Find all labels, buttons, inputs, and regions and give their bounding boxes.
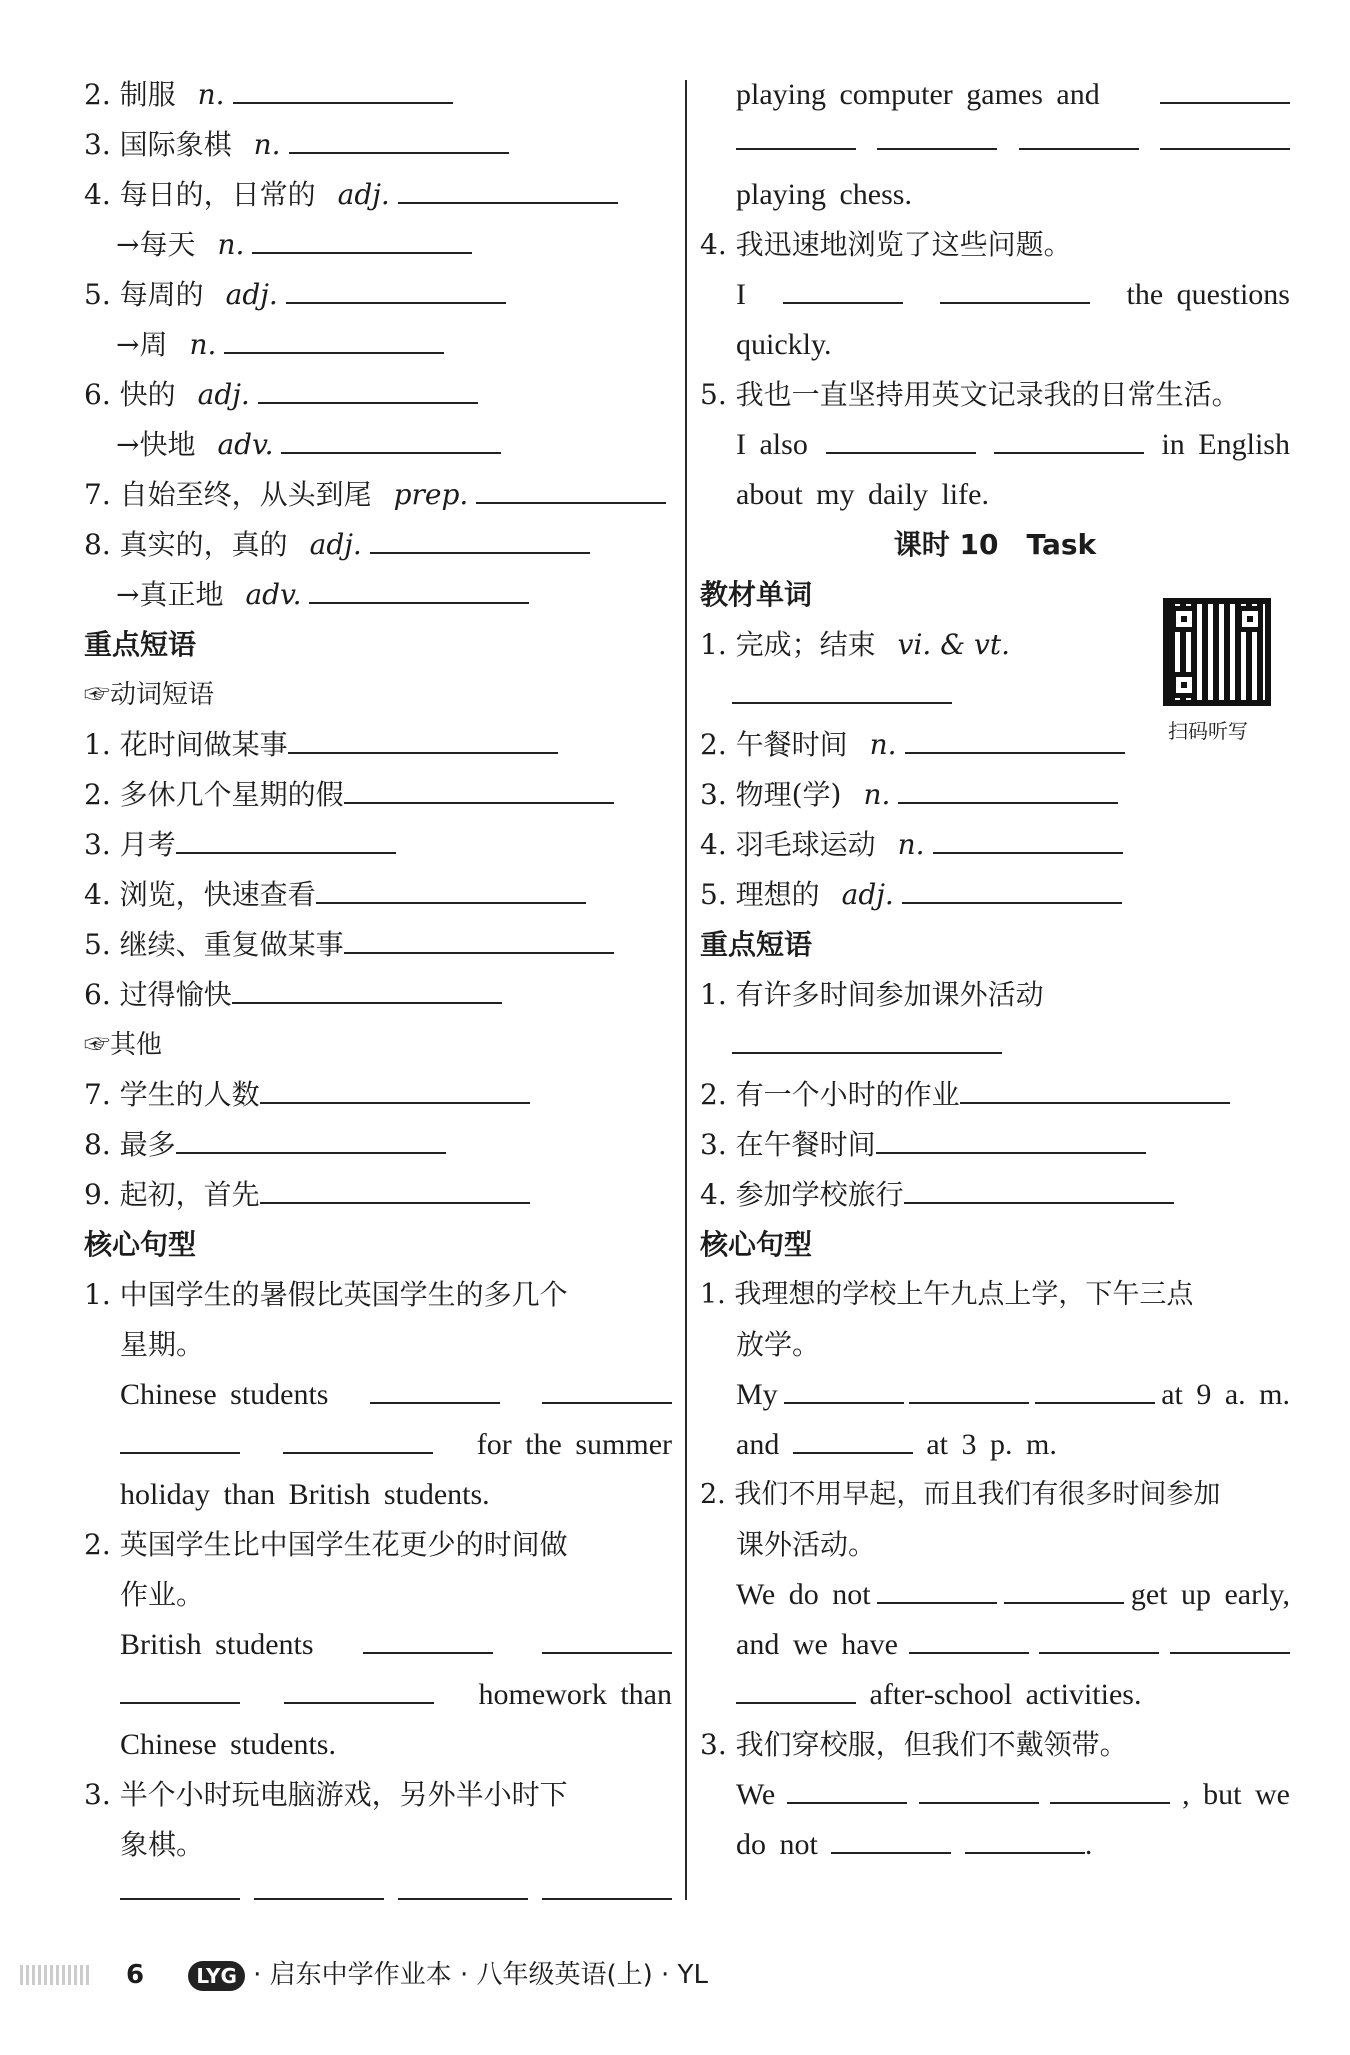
lesson-title: 课时 10 Task xyxy=(893,528,1097,561)
answer-blank[interactable] xyxy=(994,424,1144,454)
sentence-text: do not xyxy=(736,1828,818,1861)
answer-blank[interactable] xyxy=(542,1624,672,1654)
answer-blank[interactable] xyxy=(224,324,444,354)
vocab-label: 3. 物理(学) xyxy=(700,778,842,811)
vocab-label: →快地 xyxy=(116,428,196,461)
answer-blank[interactable] xyxy=(1019,120,1139,150)
sentence-prompt: 1. 我理想的学校上午九点上学，下午三点 xyxy=(700,1279,1194,1310)
answer-blank[interactable] xyxy=(286,274,506,304)
answer-blank[interactable] xyxy=(476,474,666,504)
phrase-label: 7. 学生的人数 xyxy=(84,1078,260,1111)
section-heading: 重点短语 xyxy=(84,628,197,661)
phrase-label: 5. 继续、重复做某事 xyxy=(84,928,344,961)
sentence-prompt: 1. 中国学生的暑假比英国学生的多几个 xyxy=(84,1278,568,1311)
answer-blank[interactable] xyxy=(542,1870,672,1900)
answer-blank[interactable] xyxy=(877,1574,997,1604)
pos-tag: prep. xyxy=(393,478,469,511)
phrase-label: 4. 浏览，快速查看 xyxy=(84,878,316,911)
answer-blank[interactable] xyxy=(826,424,976,454)
answer-blank[interactable] xyxy=(898,774,1118,804)
answer-blank[interactable] xyxy=(736,120,856,150)
vocab-label: 5. 每周的 xyxy=(84,278,204,311)
sentence-answer-line xyxy=(84,1620,672,1670)
vocab-item xyxy=(84,220,672,270)
vocab-label: 2. 午餐时间 xyxy=(700,728,848,761)
page-number: 6 xyxy=(126,1960,145,1990)
phrase-label: 3. 在午餐时间 xyxy=(700,1128,876,1161)
vocab-item xyxy=(84,120,672,170)
sentence-answer-line xyxy=(700,1420,1290,1470)
vocab-item xyxy=(84,270,672,320)
answer-blank[interactable] xyxy=(176,1124,446,1154)
phrase-item xyxy=(84,820,672,870)
answer-blank[interactable] xyxy=(363,1624,493,1654)
answer-blank[interactable] xyxy=(1160,74,1290,104)
phrase-item xyxy=(700,1120,1290,1170)
answer-blank[interactable] xyxy=(233,74,453,104)
vocab-item xyxy=(700,820,1290,870)
vocab-label: 6. 快的 xyxy=(84,378,176,411)
section-heading: 核心句型 xyxy=(700,1228,813,1261)
answer-blank[interactable] xyxy=(344,924,614,954)
sentence-answer-line: quickly. xyxy=(736,328,832,361)
sentence-prompt: 4. 我迅速地浏览了这些问题。 xyxy=(700,228,1072,261)
sentence-answer-line xyxy=(84,1670,672,1720)
sentence-text: and xyxy=(736,1428,780,1461)
sentence-text: We xyxy=(736,1778,776,1811)
vocab-item xyxy=(700,870,1290,920)
sentence-prompt: 2. 英国学生比中国学生花更少的时间做 xyxy=(84,1528,568,1561)
answer-blank[interactable] xyxy=(783,274,903,304)
vocab-label: →周 xyxy=(116,328,168,361)
sentence-text: , but we xyxy=(1182,1778,1290,1811)
sentence-text: We do not xyxy=(736,1578,871,1611)
qr-finder xyxy=(1237,606,1263,632)
phrase-item xyxy=(84,770,672,820)
sentence-text: after-school activities. xyxy=(869,1678,1142,1711)
vocab-item xyxy=(84,370,672,420)
answer-blank[interactable] xyxy=(1039,1624,1159,1654)
qr-caption: 扫码听写 xyxy=(1168,719,1248,743)
answer-blank[interactable] xyxy=(831,1824,951,1854)
answer-blank[interactable] xyxy=(370,524,590,554)
answer-blank[interactable] xyxy=(260,1174,530,1204)
answer-blank[interactable] xyxy=(370,1374,500,1404)
answer-blank[interactable] xyxy=(793,1424,913,1454)
sentence-text: . xyxy=(1084,1828,1093,1861)
vocab-label: 1. 完成；结束 xyxy=(700,628,876,661)
pos-tag: adv. xyxy=(217,428,274,461)
vocab-item xyxy=(84,520,672,570)
phrase-item xyxy=(84,720,672,770)
sentence-text: playing computer games and xyxy=(736,78,1100,111)
phrase-item xyxy=(700,1170,1290,1220)
pos-tag: adj. xyxy=(337,178,390,211)
vocab-item xyxy=(84,420,672,470)
vocab-label: 7. 自始至终，从头到尾 xyxy=(84,478,372,511)
answer-blank[interactable] xyxy=(1050,1774,1170,1804)
phrase-item xyxy=(84,1170,672,1220)
answer-blank[interactable] xyxy=(736,1674,856,1704)
sentence-prompt: 3. 我们穿校服，但我们不戴领带。 xyxy=(700,1728,1128,1761)
qr-finder xyxy=(1171,606,1197,632)
sentence-answer-line xyxy=(700,1670,1290,1720)
pos-tag: n. xyxy=(217,228,245,261)
answer-blank[interactable] xyxy=(309,574,529,604)
sentence-answer-line xyxy=(700,1820,1290,1870)
answer-blank[interactable] xyxy=(904,1174,1174,1204)
vocab-label: →真正地 xyxy=(116,578,224,611)
pos-tag: adj. xyxy=(841,878,894,911)
sentence-text: the questions xyxy=(1126,278,1290,311)
sentence-prompt: 5. 我也一直坚持用英文记录我的日常生活。 xyxy=(700,378,1240,411)
sentence-text: British students xyxy=(120,1628,314,1661)
sentence-prompt: 2. 我们不用早起，而且我们有很多时间参加 xyxy=(700,1479,1221,1510)
answer-blank[interactable] xyxy=(288,724,558,754)
sentence-text: homework than xyxy=(478,1678,672,1711)
answer-blank[interactable] xyxy=(542,1374,672,1404)
answer-blank[interactable] xyxy=(289,124,509,154)
vocab-label: 5. 理想的 xyxy=(700,878,820,911)
phrase-item xyxy=(84,870,672,920)
answer-blank[interactable] xyxy=(260,1074,530,1104)
answer-blank[interactable] xyxy=(120,1424,240,1454)
sentence-text: get up early, xyxy=(1130,1578,1290,1611)
phrase-item xyxy=(84,970,672,1020)
vocab-item xyxy=(700,770,1290,820)
answer-blank[interactable] xyxy=(1170,1624,1290,1654)
sentence-text: at 3 p. m. xyxy=(926,1428,1057,1461)
qr-code-icon[interactable] xyxy=(1163,598,1271,706)
sentence-answer-line: about my daily life. xyxy=(736,478,989,511)
sentence-answer-line xyxy=(700,420,1290,470)
answer-blank[interactable] xyxy=(281,424,501,454)
answer-blank[interactable] xyxy=(960,1074,1230,1104)
sentence-text: at 9 a. m. xyxy=(1161,1378,1290,1411)
sentence-text: Chinese students xyxy=(120,1378,329,1411)
sentence-answer-line xyxy=(700,1770,1290,1820)
answer-blank[interactable] xyxy=(120,1674,240,1704)
answer-blank[interactable] xyxy=(258,374,478,404)
phrase-label: 9. 起初，首先 xyxy=(84,1178,260,1211)
answer-blank[interactable] xyxy=(732,1024,1002,1054)
phrase-label: 6. 过得愉快 xyxy=(84,978,232,1011)
answer-blank[interactable] xyxy=(1004,1574,1124,1604)
sentence-answer-line xyxy=(700,120,1290,170)
publisher-logo: LYG xyxy=(188,1961,245,1991)
vocab-label: 8. 真实的，真的 xyxy=(84,528,288,561)
phrase-item xyxy=(84,1070,672,1120)
answer-blank[interactable] xyxy=(877,120,997,150)
phrase-item xyxy=(700,1020,1290,1070)
phrase-item xyxy=(84,1120,672,1170)
phrase-item xyxy=(84,920,672,970)
answer-blank[interactable] xyxy=(732,674,952,704)
answer-blank[interactable] xyxy=(120,1870,240,1900)
answer-blank[interactable] xyxy=(254,1870,384,1900)
pos-tag: vi. & vt. xyxy=(897,628,1010,661)
answer-blank[interactable] xyxy=(965,1824,1085,1854)
vocab-label: 2. 制服 xyxy=(84,78,176,111)
sentence-prompt: 作业。 xyxy=(120,1578,205,1611)
sentence-answer-line: Chinese students. xyxy=(120,1728,336,1761)
sentence-text: in English xyxy=(1161,428,1290,461)
phrase-label: 2. 有一个小时的作业 xyxy=(700,1078,960,1111)
sentence-text: I also xyxy=(736,428,808,461)
phrase-label: 8. 最多 xyxy=(84,1128,176,1161)
sentence-answer-line xyxy=(84,1870,672,1920)
sentence-prompt: 3. 半个小时玩电脑游戏，另外半小时下 xyxy=(84,1778,568,1811)
section-heading: 重点短语 xyxy=(700,928,813,961)
sentence-answer-line xyxy=(700,70,1290,120)
vocab-label: 4. 羽毛球运动 xyxy=(700,828,876,861)
vocab-item xyxy=(84,320,672,370)
answer-blank[interactable] xyxy=(398,174,618,204)
vocab-item xyxy=(84,470,672,520)
answer-blank[interactable] xyxy=(283,1424,433,1454)
answer-blank[interactable] xyxy=(909,1624,1029,1654)
sentence-text: for the summer xyxy=(476,1428,672,1461)
sentence-answer-line xyxy=(700,1570,1290,1620)
answer-blank[interactable] xyxy=(784,1374,904,1404)
sentence-answer-line: playing chess. xyxy=(736,178,912,211)
answer-blank[interactable] xyxy=(1160,120,1290,150)
answer-blank[interactable] xyxy=(905,724,1125,754)
sentence-answer-line xyxy=(84,1420,672,1470)
vocab-item xyxy=(84,170,672,220)
vocab-label: 3. 国际象棋 xyxy=(84,128,232,161)
pos-tag: adj. xyxy=(197,378,250,411)
phrase-label: 1. 花时间做某事 xyxy=(84,728,288,761)
phrase-item: 1. 有许多时间参加课外活动 xyxy=(700,978,1044,1011)
answer-blank[interactable] xyxy=(232,974,502,1004)
sentence-answer-line xyxy=(700,1620,1290,1670)
answer-blank[interactable] xyxy=(876,1124,1146,1154)
pos-tag: n. xyxy=(189,328,217,361)
answer-blank[interactable] xyxy=(919,1774,1039,1804)
answer-blank[interactable] xyxy=(398,1870,528,1900)
pos-tag: adj. xyxy=(309,528,362,561)
phrase-item xyxy=(700,1070,1290,1120)
book-title: · 启东中学作业本 · 八年级英语(上) · YL xyxy=(253,1960,708,1990)
pos-tag: n. xyxy=(253,128,281,161)
pos-tag: n. xyxy=(897,828,925,861)
page-footer xyxy=(20,1955,708,1995)
answer-blank[interactable] xyxy=(316,874,586,904)
left-column xyxy=(84,70,672,1920)
vocab-label: →每天 xyxy=(116,228,196,261)
sentence-answer-line xyxy=(84,1370,672,1420)
section-heading: 教材单词 xyxy=(700,578,813,611)
vocab-label: 4. 每日的，日常的 xyxy=(84,178,316,211)
pos-tag: adv. xyxy=(245,578,302,611)
vocab-item xyxy=(84,70,672,120)
qr-finder xyxy=(1171,672,1197,698)
column-divider xyxy=(685,80,687,1900)
answer-blank[interactable] xyxy=(344,774,614,804)
answer-blank[interactable] xyxy=(252,224,472,254)
pos-tag: n. xyxy=(197,78,225,111)
section-heading: 核心句型 xyxy=(84,1228,197,1261)
phrase-label: 4. 参加学校旅行 xyxy=(700,1178,904,1211)
answer-blank[interactable] xyxy=(933,824,1123,854)
answer-blank[interactable] xyxy=(1035,1374,1155,1404)
sentence-prompt: 星期。 xyxy=(120,1328,205,1361)
sentence-text: I xyxy=(736,278,746,311)
answer-blank[interactable] xyxy=(787,1774,907,1804)
answer-blank[interactable] xyxy=(940,274,1090,304)
answer-blank[interactable] xyxy=(909,1374,1029,1404)
sentence-prompt: 课外活动。 xyxy=(736,1528,877,1561)
subsection-heading: ☞其他 xyxy=(84,1030,163,1060)
sentence-prompt: 放学。 xyxy=(736,1328,821,1361)
pos-tag: n. xyxy=(869,728,897,761)
phrase-label: 3. 月考 xyxy=(84,828,176,861)
subsection-heading: ☞动词短语 xyxy=(84,680,215,710)
phrase-label: 2. 多休几个星期的假 xyxy=(84,778,344,811)
decorative-stripe xyxy=(20,1965,90,1985)
right-column xyxy=(700,70,1290,1870)
pos-tag: adj. xyxy=(225,278,278,311)
answer-blank[interactable] xyxy=(176,824,396,854)
answer-blank[interactable] xyxy=(902,874,1122,904)
pos-tag: n. xyxy=(863,778,891,811)
sentence-answer-line xyxy=(700,270,1290,320)
answer-blank[interactable] xyxy=(284,1674,434,1704)
sentence-prompt: 象棋。 xyxy=(120,1828,205,1861)
sentence-answer-line xyxy=(700,1370,1290,1420)
sentence-answer-line: holiday than British students. xyxy=(120,1478,490,1511)
sentence-text: My xyxy=(736,1378,778,1411)
sentence-text: and we have xyxy=(736,1628,898,1661)
vocab-item xyxy=(84,570,672,620)
